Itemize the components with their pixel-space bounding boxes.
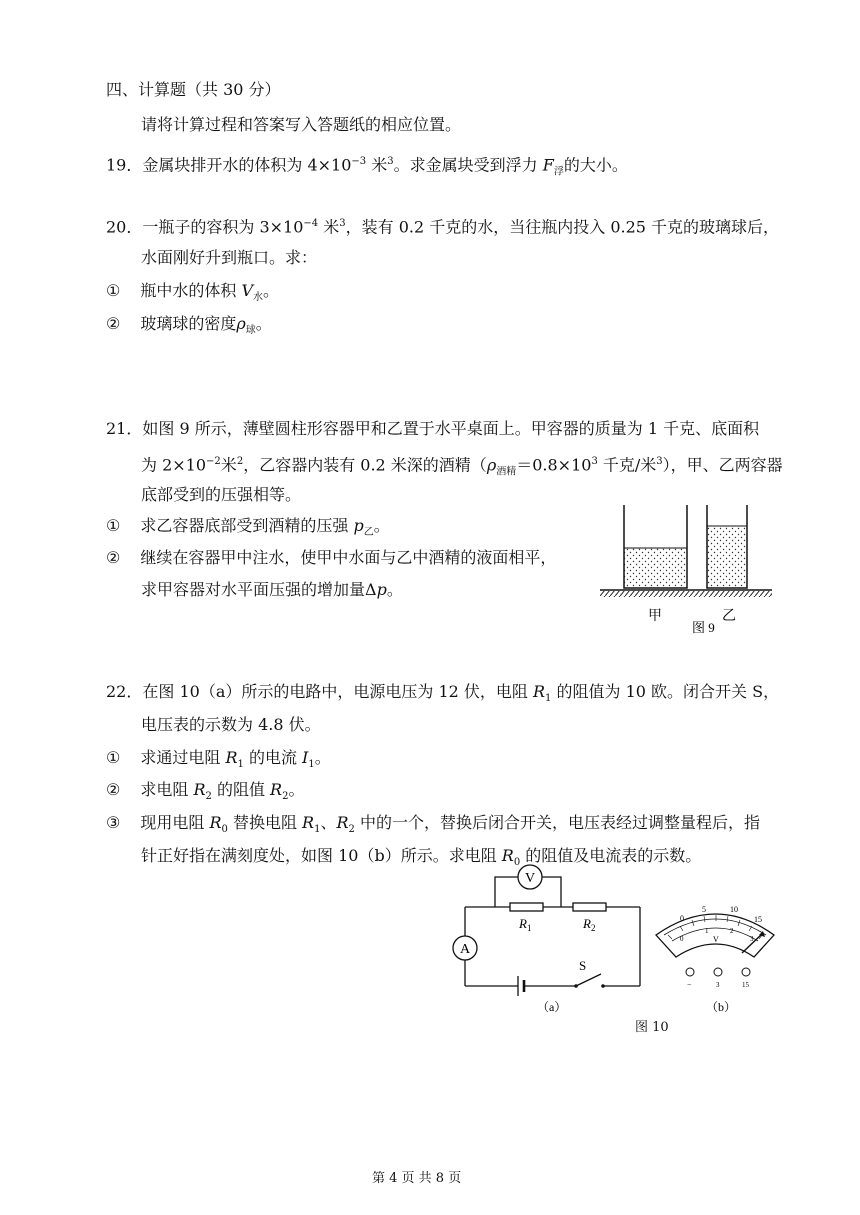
meter-unit: V bbox=[713, 935, 719, 944]
figure-caption: 图 9 bbox=[692, 620, 715, 635]
question-21-line1: 21．如图 9 所示，薄壁圆柱形容器甲和乙置于水平桌面上。甲容器的质量为 1 千克、底面积 bbox=[106, 419, 760, 438]
question-21-item1: ① 求乙容器底部受到酒精的压强 $p_乙$。 bbox=[106, 516, 390, 539]
question-20-item1: ① 瓶中水的体积 $V_水$。 bbox=[106, 281, 280, 304]
item-marker: ② bbox=[106, 780, 121, 799]
question-22-item2: ② 求电阻 $R_2$ 的阻值 $R_2$。 bbox=[106, 780, 305, 803]
question-20-item2: ② 玻璃球的密度$\rho_球$。 bbox=[106, 314, 272, 337]
question-number: 20． bbox=[106, 217, 143, 237]
label-jia: 甲 bbox=[648, 609, 662, 624]
svg-text:3: 3 bbox=[716, 981, 720, 989]
question-number: 21． bbox=[106, 419, 143, 438]
resistor-r2 bbox=[573, 903, 606, 911]
scale-top-5: 5 bbox=[702, 905, 706, 914]
scale-bottom-3: 3 bbox=[750, 935, 754, 943]
page-footer: 第 4 页 共 8 页 bbox=[372, 1171, 462, 1186]
r1-label: $R_1$ bbox=[519, 916, 532, 933]
figure-10a-circuit bbox=[445, 862, 650, 1022]
item-marker: ① bbox=[106, 281, 121, 300]
svg-text:V: V bbox=[524, 871, 536, 886]
question-21-line2: 为 $2\times 10^{-2}$米$^2$，乙容器内装有 0.2 米深的酒精（$\rho_{酒精}=0.8\times 10^3$ 千克/米$^3$），甲、乙两容器 bbox=[141, 455, 783, 478]
scale-top-0: 0 bbox=[680, 914, 684, 923]
water-in-jia bbox=[624, 548, 687, 588]
scale-bottom-0: 0 bbox=[680, 935, 684, 943]
question-22-line1: 22．在图 10（a）所示的电路中，电源电压为 12 伏，电阻 $R_1$ 的阻值为 10 欧。闭合开关 S， bbox=[106, 682, 780, 705]
scale-top-10: 10 bbox=[730, 905, 738, 914]
switch-label: S bbox=[579, 958, 587, 973]
svg-text:15: 15 bbox=[742, 981, 749, 989]
item-marker: ① bbox=[106, 748, 121, 767]
scale-bottom-1: 1 bbox=[705, 927, 709, 935]
item-marker: ② bbox=[106, 314, 121, 333]
question-21-item2-line1: ② 继续在容器甲中注水，使甲中水面与乙中酒精的液面相平， bbox=[106, 548, 557, 567]
question-21-item2-line2: 求甲容器对水平面压强的增加量Δp。 bbox=[141, 580, 403, 599]
r2-label: $R_2$ bbox=[583, 916, 596, 933]
scale-bottom-2: 2 bbox=[730, 927, 734, 935]
svg-text:−: − bbox=[687, 980, 692, 989]
question-20-line1: 20．一瓶子的容积为 $3\times 10^{-4}$ 米$^3$，装有 0.2 千克的水，当往瓶内投入 0.25 千克的玻璃球后， bbox=[106, 217, 780, 237]
question-19: 19．金属块排开水的体积为 $4\times 10^{-3}$ 米$^3$。求金属块受到浮力 $F_浮$的大小。 bbox=[106, 155, 628, 178]
figure-10b-voltmeter bbox=[650, 895, 780, 1020]
question-21-line3: 底部受到的压强相等。 bbox=[141, 485, 302, 504]
terminal-negative bbox=[686, 968, 694, 976]
question-22-item1: ① 求通过电阻 $R_1$ 的电流 $I_1$。 bbox=[106, 748, 331, 771]
question-22-line2: 电压表的示数为 4.8 伏。 bbox=[141, 715, 321, 734]
section-instruction: 请将计算过程和答案写入答题纸的相应位置。 bbox=[141, 115, 462, 134]
scale-top-15: 15 bbox=[754, 915, 762, 924]
terminal-15 bbox=[742, 968, 750, 976]
terminal-3 bbox=[714, 968, 722, 976]
section-title: 四、计算题（共 30 分） bbox=[106, 80, 281, 99]
label-b: （b） bbox=[706, 1000, 737, 1014]
figure-9 bbox=[590, 500, 780, 640]
resistor-r1 bbox=[510, 903, 543, 911]
question-20-line2: 水面刚好升到瓶口。求： bbox=[141, 248, 318, 267]
question-22-item3-line2: 针正好指在满刻度处，如图 10（b）所示。求电阻 $R_0$ 的阻值及电流表的示数。 bbox=[141, 846, 702, 869]
item-marker: ② bbox=[106, 548, 121, 567]
label-yi: 乙 bbox=[722, 609, 736, 624]
question-number: 19． bbox=[106, 155, 143, 175]
svg-text:A: A bbox=[459, 942, 471, 957]
question-number: 22． bbox=[106, 682, 143, 701]
alcohol-in-yi bbox=[707, 526, 747, 588]
label-a: （a） bbox=[537, 1000, 567, 1014]
item-marker: ③ bbox=[106, 813, 121, 832]
switch-s bbox=[576, 974, 601, 986]
question-22-item3-line1: ③ 现用电阻 $R_0$ 替换电阻 $R_1$、$R_2$ 中的一个，替换后闭合开关，电压表经过调整量程后，指 bbox=[106, 813, 760, 836]
figure-10-caption: 图 10 bbox=[635, 1020, 669, 1035]
item-marker: ① bbox=[106, 516, 121, 535]
